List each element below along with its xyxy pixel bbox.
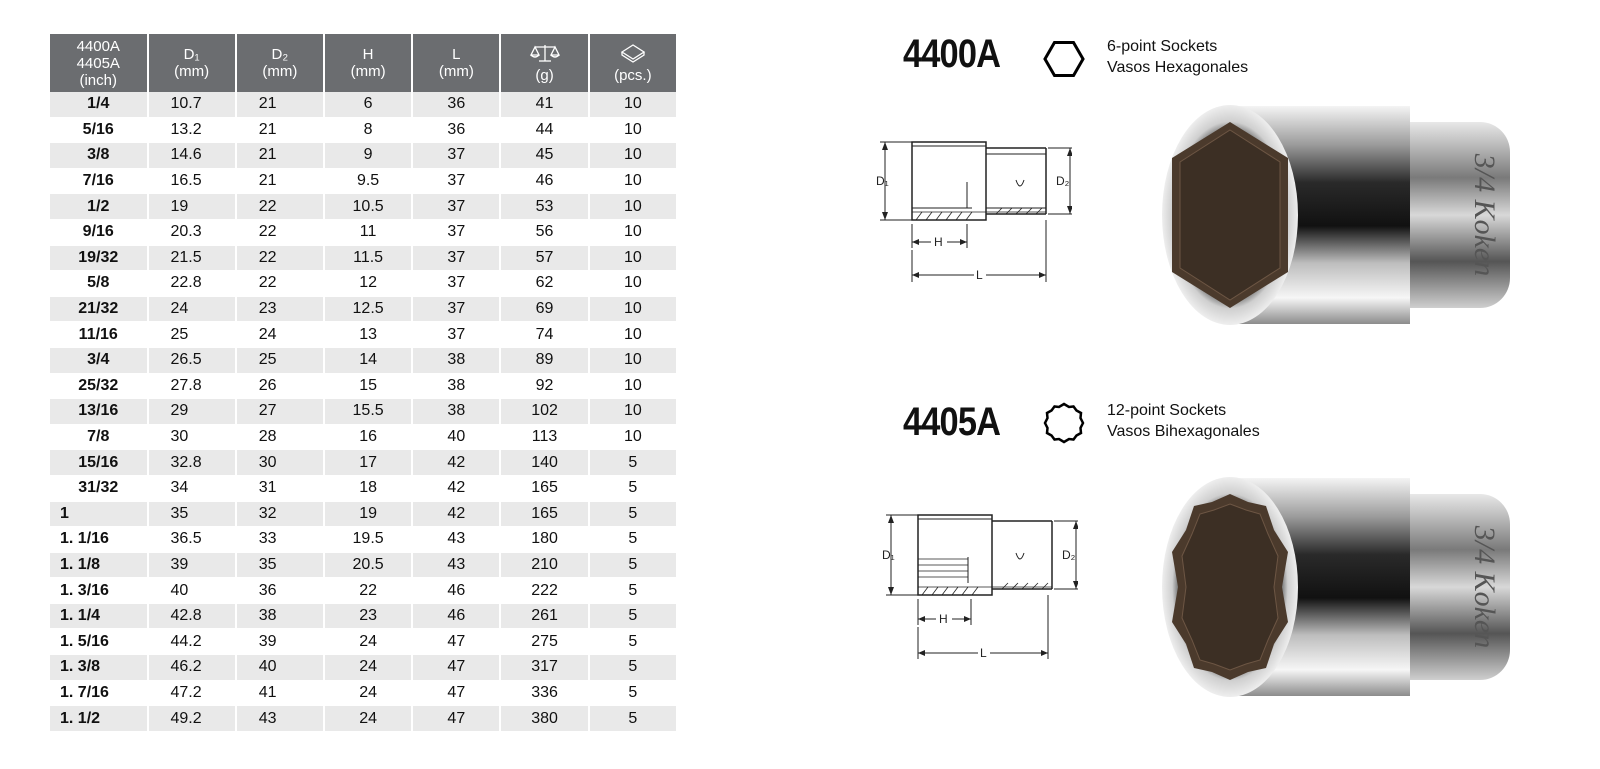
cell-d1: 46.2 (149, 655, 235, 681)
cell-qty: 10 (590, 374, 676, 400)
d2-label: D₂ (1056, 174, 1070, 188)
cell-weight: 74 (501, 322, 587, 348)
cell-h: 12 (325, 271, 411, 297)
product-desc-4400a (1107, 36, 1248, 78)
socket-diagram-4400a (872, 132, 1072, 287)
header-size (50, 34, 147, 92)
d1-label: D₁ (876, 174, 889, 188)
socket-marking: 3/4 Koken (1468, 525, 1501, 649)
cell-d1: 21.5 (149, 246, 235, 272)
table-row (50, 578, 676, 604)
desc-en: 12-point Sockets (1107, 402, 1227, 419)
cell-d2: 22 (237, 194, 323, 220)
socket-diagram-4405a (878, 507, 1078, 662)
cell-l: 46 (413, 604, 499, 630)
cell-weight: 336 (501, 681, 587, 707)
cell-l: 47 (413, 681, 499, 707)
cell-l: 47 (413, 655, 499, 681)
cell-d1: 47.2 (149, 681, 235, 707)
h-label: H (939, 612, 948, 626)
cell-d1: 24 (149, 297, 235, 323)
cell-size: 7/16 (50, 169, 147, 195)
cell-qty: 10 (590, 92, 676, 118)
header-text: 4405A (76, 54, 120, 72)
cell-l: 42 (413, 502, 499, 528)
header-d2 (237, 34, 323, 92)
cell-size: 1. 3/16 (50, 578, 147, 604)
cell-size: 3/4 (50, 348, 147, 374)
cell-d1: 14.6 (149, 143, 235, 169)
cell-h: 15.5 (325, 399, 411, 425)
cell-d1: 13.2 (149, 118, 235, 144)
cell-d1: 44.2 (149, 629, 235, 655)
cell-h: 19.5 (325, 527, 411, 553)
cell-l: 37 (413, 194, 499, 220)
header-h (325, 34, 411, 92)
desc-es: Vasos Bihexagonales (1107, 423, 1260, 440)
cell-l: 37 (413, 169, 499, 195)
table-row (50, 92, 676, 118)
cell-h: 11.5 (325, 246, 411, 272)
cell-l: 38 (413, 374, 499, 400)
cell-h: 9 (325, 143, 411, 169)
table-body (50, 92, 676, 732)
cell-qty: 10 (590, 169, 676, 195)
cell-d1: 32.8 (149, 450, 235, 476)
header-text: H (362, 46, 374, 63)
cell-qty: 5 (590, 706, 676, 732)
cell-d2: 21 (237, 143, 323, 169)
cell-weight: 62 (501, 271, 587, 297)
header-text: 4400A (76, 37, 120, 55)
cell-d2: 25 (237, 348, 323, 374)
hexagon-icon (1043, 38, 1085, 80)
cell-d1: 16.5 (149, 169, 235, 195)
table-row (50, 681, 676, 707)
cell-d2: 36 (237, 578, 323, 604)
cell-l: 47 (413, 629, 499, 655)
cell-weight: 140 (501, 450, 587, 476)
cell-d2: 28 (237, 425, 323, 451)
cell-h: 24 (325, 706, 411, 732)
cell-h: 14 (325, 348, 411, 374)
cell-d2: 40 (237, 655, 323, 681)
cell-d2: 35 (237, 553, 323, 579)
cell-h: 24 (325, 655, 411, 681)
cell-d1: 10.7 (149, 92, 235, 118)
table-row (50, 502, 676, 528)
cell-qty: 5 (590, 655, 676, 681)
cell-weight: 56 (501, 220, 587, 246)
cell-size: 1. 1/4 (50, 604, 147, 630)
cell-size: 7/8 (50, 425, 147, 451)
cell-l: 38 (413, 348, 499, 374)
cell-weight: 89 (501, 348, 587, 374)
cell-weight: 165 (501, 502, 587, 528)
cell-size: 1. 1/16 (50, 527, 147, 553)
header-text: L (452, 46, 461, 63)
cell-size: 1. 7/16 (50, 681, 147, 707)
cell-size: 3/8 (50, 143, 147, 169)
cell-l: 43 (413, 553, 499, 579)
cell-d2: 31 (237, 476, 323, 502)
cell-qty: 5 (590, 578, 676, 604)
cell-weight: 46 (501, 169, 587, 195)
cell-weight: 102 (501, 399, 587, 425)
table-row (50, 476, 676, 502)
cell-size: 25/32 (50, 374, 147, 400)
cell-d1: 42.8 (149, 604, 235, 630)
cell-qty: 10 (590, 220, 676, 246)
table-row (50, 655, 676, 681)
table-row (50, 118, 676, 144)
cell-h: 9.5 (325, 169, 411, 195)
cell-size: 15/16 (50, 450, 147, 476)
cell-weight: 53 (501, 194, 587, 220)
cell-d2: 41 (237, 681, 323, 707)
cell-weight: 222 (501, 578, 587, 604)
table-row (50, 143, 676, 169)
cell-size: 21/32 (50, 297, 147, 323)
cell-size: 31/32 (50, 476, 147, 502)
cell-d2: 21 (237, 92, 323, 118)
cell-qty: 10 (590, 322, 676, 348)
cell-weight: 92 (501, 374, 587, 400)
cell-h: 8 (325, 118, 411, 144)
cell-d1: 26.5 (149, 348, 235, 374)
l-label: L (980, 646, 987, 660)
table-header-row (50, 34, 676, 92)
table-row (50, 425, 676, 451)
cell-qty: 10 (590, 348, 676, 374)
product-code-4400a: 4400A (903, 32, 1001, 76)
cell-weight: 275 (501, 629, 587, 655)
scale-icon (530, 43, 560, 63)
cell-l: 38 (413, 399, 499, 425)
cell-qty: 5 (590, 502, 676, 528)
cell-qty: 5 (590, 527, 676, 553)
table-row (50, 169, 676, 195)
table-row (50, 297, 676, 323)
cell-d2: 30 (237, 450, 323, 476)
cell-size: 13/16 (50, 399, 147, 425)
header-text: (pcs.) (614, 66, 652, 84)
product-code-4405a: 4405A (903, 400, 1001, 444)
cell-l: 37 (413, 246, 499, 272)
table-row (50, 604, 676, 630)
table-row (50, 220, 676, 246)
cell-qty: 10 (590, 118, 676, 144)
spec-table (48, 34, 678, 732)
cell-l: 36 (413, 92, 499, 118)
cell-size: 5/16 (50, 118, 147, 144)
header-d1 (149, 34, 235, 92)
cell-h: 6 (325, 92, 411, 118)
cell-l: 37 (413, 297, 499, 323)
socket-photo-4405a (1160, 472, 1530, 702)
header-l (413, 34, 499, 92)
cell-qty: 5 (590, 629, 676, 655)
cell-size: 5/8 (50, 271, 147, 297)
cell-h: 11 (325, 220, 411, 246)
cell-size: 1. 1/2 (50, 706, 147, 732)
cell-h: 16 (325, 425, 411, 451)
cell-weight: 44 (501, 118, 587, 144)
cell-weight: 210 (501, 553, 587, 579)
desc-es: Vasos Hexagonales (1107, 59, 1249, 76)
cell-size: 11/16 (50, 322, 147, 348)
cell-weight: 317 (501, 655, 587, 681)
cell-weight: 261 (501, 604, 587, 630)
cell-qty: 10 (590, 399, 676, 425)
header-weight (501, 34, 587, 92)
cell-d2: 22 (237, 220, 323, 246)
socket-photo-4400a (1160, 100, 1530, 330)
header-text: (g) (535, 66, 554, 84)
socket-marking: 3/4 Koken (1468, 153, 1501, 277)
cell-d1: 25 (149, 322, 235, 348)
cell-weight: 165 (501, 476, 587, 502)
cell-weight: 45 (501, 143, 587, 169)
cell-d1: 34 (149, 476, 235, 502)
cell-l: 36 (413, 118, 499, 144)
table-row (50, 629, 676, 655)
cell-qty: 10 (590, 297, 676, 323)
table-row (50, 553, 676, 579)
cell-qty: 5 (590, 604, 676, 630)
cell-weight: 69 (501, 297, 587, 323)
cell-h: 19 (325, 502, 411, 528)
cell-qty: 5 (590, 553, 676, 579)
cell-weight: 41 (501, 92, 587, 118)
table-row (50, 348, 676, 374)
cell-d1: 29 (149, 399, 235, 425)
cell-d1: 30 (149, 425, 235, 451)
cell-qty: 10 (590, 271, 676, 297)
cell-d2: 22 (237, 246, 323, 272)
cell-size: 1. 5/16 (50, 629, 147, 655)
cell-weight: 57 (501, 246, 587, 272)
desc-en: 6-point Sockets (1107, 38, 1218, 55)
cell-weight: 113 (501, 425, 587, 451)
cell-weight: 380 (501, 706, 587, 732)
cell-qty: 5 (590, 476, 676, 502)
header-text: (mm) (350, 63, 386, 80)
cell-h: 15 (325, 374, 411, 400)
cell-size: 1/4 (50, 92, 147, 118)
cell-d2: 32 (237, 502, 323, 528)
h-label: H (934, 235, 943, 249)
d2-label: D₂ (1062, 548, 1076, 562)
cell-size: 19/32 (50, 246, 147, 272)
cell-h: 10.5 (325, 194, 411, 220)
cell-h: 20.5 (325, 553, 411, 579)
cell-d2: 39 (237, 629, 323, 655)
twelve-point-icon (1043, 402, 1085, 444)
cell-l: 37 (413, 143, 499, 169)
table-row (50, 246, 676, 272)
header-text: D₁ (183, 46, 200, 63)
cell-l: 47 (413, 706, 499, 732)
cell-d2: 23 (237, 297, 323, 323)
header-text: (mm) (262, 63, 298, 80)
cell-h: 24 (325, 681, 411, 707)
table-row (50, 399, 676, 425)
cell-h: 17 (325, 450, 411, 476)
cell-d2: 24 (237, 322, 323, 348)
cell-h: 13 (325, 322, 411, 348)
cell-d1: 40 (149, 578, 235, 604)
table-row (50, 271, 676, 297)
cell-l: 40 (413, 425, 499, 451)
cell-l: 42 (413, 450, 499, 476)
table-row (50, 374, 676, 400)
cell-h: 22 (325, 578, 411, 604)
cell-qty: 10 (590, 143, 676, 169)
cell-d2: 21 (237, 118, 323, 144)
table-row (50, 194, 676, 220)
table-row (50, 322, 676, 348)
package-icon (618, 43, 648, 63)
cell-d1: 49.2 (149, 706, 235, 732)
cell-qty: 10 (590, 246, 676, 272)
cell-size: 1. 3/8 (50, 655, 147, 681)
cell-d2: 26 (237, 374, 323, 400)
cell-size: 1/2 (50, 194, 147, 220)
cell-l: 42 (413, 476, 499, 502)
cell-qty: 10 (590, 194, 676, 220)
header-text: D₂ (271, 46, 289, 63)
cell-d2: 21 (237, 169, 323, 195)
cell-l: 37 (413, 220, 499, 246)
cell-size: 9/16 (50, 220, 147, 246)
d1-label: D₁ (882, 548, 895, 562)
cell-weight: 180 (501, 527, 587, 553)
header-text: (mm) (438, 63, 474, 80)
cell-qty: 5 (590, 450, 676, 476)
cell-d2: 22 (237, 271, 323, 297)
table-row (50, 527, 676, 553)
cell-qty: 5 (590, 681, 676, 707)
header-text: (inch) (79, 71, 117, 89)
l-label: L (976, 268, 983, 282)
cell-d1: 19 (149, 194, 235, 220)
cell-d1: 35 (149, 502, 235, 528)
table-row (50, 706, 676, 732)
cell-qty: 10 (590, 425, 676, 451)
cell-l: 43 (413, 527, 499, 553)
cell-size: 1 (50, 502, 147, 528)
cell-l: 37 (413, 271, 499, 297)
cell-d1: 22.8 (149, 271, 235, 297)
cell-d2: 33 (237, 527, 323, 553)
cell-d1: 27.8 (149, 374, 235, 400)
cell-l: 37 (413, 322, 499, 348)
cell-d2: 27 (237, 399, 323, 425)
cell-h: 12.5 (325, 297, 411, 323)
cell-d1: 20.3 (149, 220, 235, 246)
cell-d2: 43 (237, 706, 323, 732)
cell-d1: 36.5 (149, 527, 235, 553)
cell-l: 46 (413, 578, 499, 604)
cell-d1: 39 (149, 553, 235, 579)
product-desc-4405a (1107, 400, 1260, 442)
table-row (50, 450, 676, 476)
cell-h: 23 (325, 604, 411, 630)
cell-h: 24 (325, 629, 411, 655)
cell-h: 18 (325, 476, 411, 502)
header-text: (mm) (174, 63, 210, 80)
cell-size: 1. 1/8 (50, 553, 147, 579)
header-qty (590, 34, 676, 92)
cell-d2: 38 (237, 604, 323, 630)
